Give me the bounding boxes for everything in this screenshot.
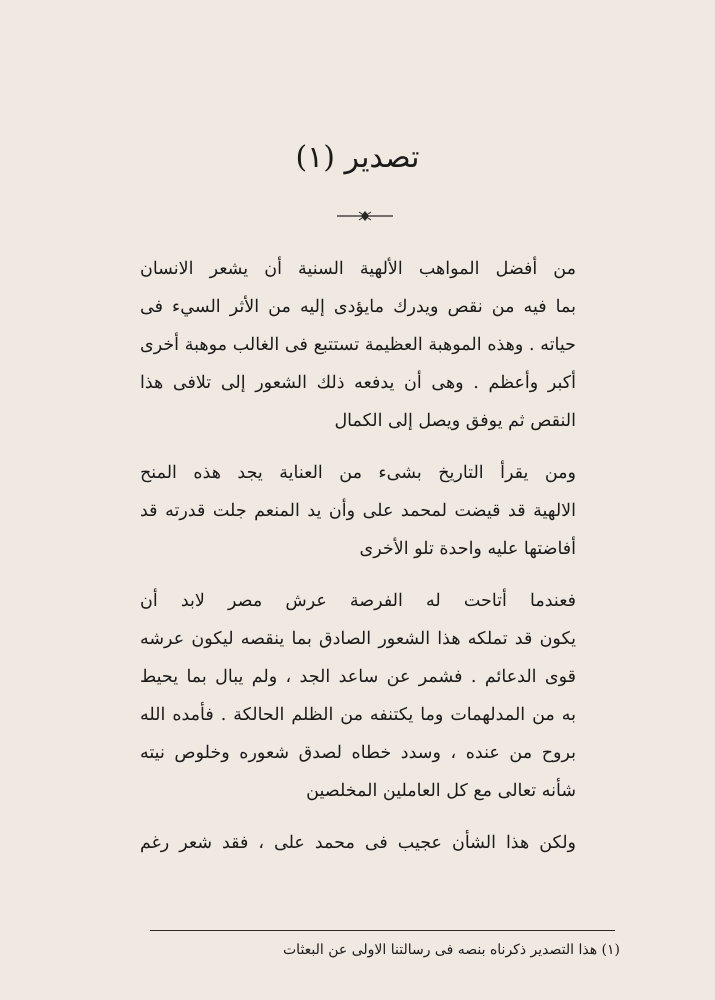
text-line: بما فيه من نقص ويدرك مايؤدى إليه من الأثر السيء فى: [140, 297, 576, 317]
footnote-rule: [150, 930, 615, 931]
paragraph-1: [140, 250, 576, 440]
text-line: قوى الدعائم . فشمر عن ساعد الجد ، ولم يبال بما يحيط: [140, 667, 576, 687]
divider-ornament-icon: [335, 210, 395, 222]
text-line: بروح من عنده ، وسدد خطاه لصدق شعوره وخلوص نيته: [140, 743, 576, 763]
footnote: (١) هذا التصدير ذكرناه بنصه فى رسالتنا الاولى عن البعثات: [283, 942, 620, 958]
text-line: شأنه تعالى مع كل العاملين المخلصين: [306, 781, 576, 801]
text-line: النقص ثم يوفق ويصل إلى الكمال: [334, 411, 576, 431]
text-line: الالهية قد قيضت لمحمد على وأن يد المنعم جلت قدرته قد: [140, 501, 576, 521]
paragraph-3: [140, 582, 576, 810]
page-title: تصدير (١): [295, 140, 420, 175]
text-line: أفاضتها عليه واحدة تلو الأخرى: [359, 539, 576, 559]
body-text: [140, 250, 576, 876]
text-line: من أفضل المواهب الألهية السنية أن يشعر الانسان: [140, 259, 576, 279]
text-line: فعندما أتاحت له الفرصة عرش مصر لابد أن: [140, 591, 576, 611]
text-line: يكون قد تملكه هذا الشعور الصادق بما ينقصه ليكون عرشه: [140, 629, 576, 649]
text-line: به من المدلهمات وما يكتنفه من الظلم الحالكة . فأمده الله: [140, 705, 576, 725]
text-line: أكبر وأعظم . وهى أن يدفعه ذلك الشعور إلى تلافى هذا: [140, 373, 576, 393]
text-line: ولكن هذا الشأن عجيب فى محمد على ، فقد شعر رغم: [140, 833, 576, 853]
paragraph-2: [140, 454, 576, 568]
text-line: ومن يقرأ التاريخ بشىء من العناية يجد هذه المنح: [140, 463, 576, 483]
text-line: حياته . وهذه الموهبة العظيمة تستتبع فى الغالب موهبة أخرى: [140, 335, 576, 355]
paragraph-4: [140, 824, 576, 862]
